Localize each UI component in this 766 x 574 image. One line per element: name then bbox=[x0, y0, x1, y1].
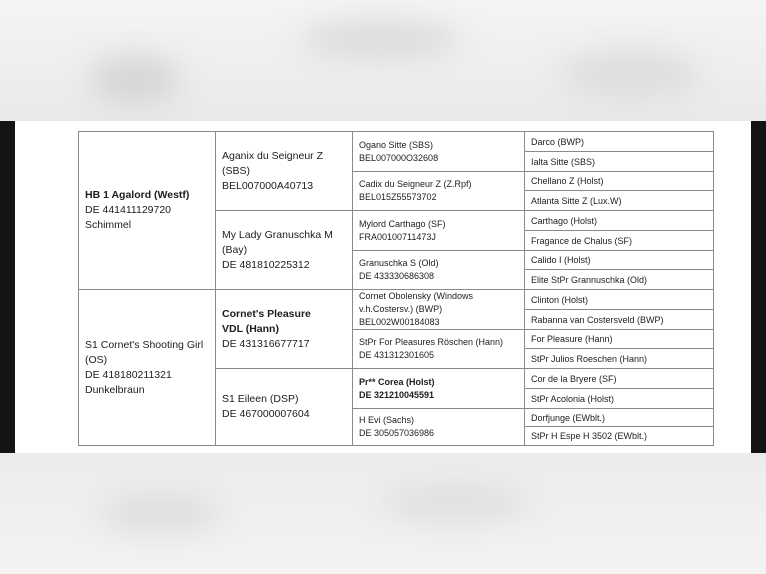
gen2-id: DE 481810225312 bbox=[222, 258, 310, 271]
gen4-name: Rabanna van Costersveld (BWP) bbox=[531, 314, 664, 325]
gen4-cell bbox=[524, 230, 714, 251]
dark-border-right bbox=[751, 121, 766, 453]
gen2-name-cont: (Bay) bbox=[222, 243, 248, 256]
gen4-cell bbox=[524, 309, 714, 330]
gen3-name: Cornet Obolensky (Windows bbox=[359, 291, 474, 301]
gen4-name: Darco (BWP) bbox=[531, 136, 585, 147]
gen4-cell bbox=[524, 348, 714, 369]
gen3-cell bbox=[352, 171, 525, 211]
gen4-name: Dorfjunge (EWblt.) bbox=[531, 412, 606, 423]
blurred-background-top bbox=[0, 0, 766, 121]
gen4-name: Ialta Sitte (SBS) bbox=[531, 156, 596, 167]
gen4-cell bbox=[524, 408, 714, 427]
gen3-name: Mylord Carthago (SF) bbox=[359, 218, 446, 229]
blurred-background-bottom bbox=[0, 453, 766, 574]
gen3-name: StPr For Pleasures Röschen (Hann) bbox=[359, 337, 504, 347]
gen4-cell bbox=[524, 210, 714, 231]
gen4-cell bbox=[524, 426, 714, 446]
gen4-name: StPr H Espe H 3502 (EWblt.) bbox=[531, 431, 648, 441]
sire-color: Schimmel bbox=[85, 219, 132, 231]
gen4-cell bbox=[524, 368, 714, 389]
gen2-cell bbox=[215, 368, 353, 446]
gen4-cell bbox=[524, 151, 714, 172]
gen2-id: DE 431316677717 bbox=[222, 337, 310, 350]
gen3-cell bbox=[352, 329, 525, 369]
gen4-name: Carthago (Holst) bbox=[531, 215, 598, 226]
gen2-id: BEL007000A40713 bbox=[222, 179, 314, 192]
dam-color: Dunkelbraun bbox=[85, 383, 145, 396]
gen3-id: DE 321210045591 bbox=[359, 389, 435, 400]
gen3-cell bbox=[352, 289, 525, 330]
gen3-cell bbox=[352, 250, 525, 290]
gen4-name: StPr Julios Roeschen (Hann) bbox=[531, 353, 648, 364]
gen4-name: Atlanta Sitte Z (Lux.W) bbox=[531, 195, 622, 206]
gen3-name: Granuschka S (Old) bbox=[359, 258, 439, 268]
gen2-name: S1 Eileen (DSP) bbox=[222, 393, 299, 405]
gen4-cell bbox=[524, 190, 714, 211]
gen3-id: BEL015Z55573702 bbox=[359, 192, 437, 202]
sire-name: HB 1 Agalord (Westf) bbox=[85, 189, 190, 201]
gen2-name-cont: VDL (Hann) bbox=[222, 322, 279, 335]
gen2-name-cont: (SBS) bbox=[222, 164, 251, 177]
gen2-name: Aganix du Seigneur Z bbox=[222, 149, 323, 162]
dam-name-cont: (OS) bbox=[85, 353, 108, 366]
gen4-name: Elite StPr Grannuschka (Old) bbox=[531, 274, 648, 285]
gen4-name: Chellano Z (Holst) bbox=[531, 176, 604, 186]
gen4-name: Clinton (Holst) bbox=[531, 294, 589, 305]
gen3-id: BEL007000O32608 bbox=[359, 152, 439, 163]
gen4-cell bbox=[524, 250, 714, 270]
gen2-id: DE 467000007604 bbox=[222, 408, 310, 420]
gen4-cell bbox=[524, 388, 714, 409]
gen2-name: Cornet's Pleasure bbox=[222, 307, 311, 320]
gen4-name: Calido I (Holst) bbox=[531, 255, 591, 265]
dam-cell bbox=[78, 289, 216, 446]
gen4-name: For Pleasure (Hann) bbox=[531, 334, 613, 344]
dam-id: DE 418180211321 bbox=[85, 368, 172, 381]
gen3-cell bbox=[352, 210, 525, 251]
gen3-cell bbox=[352, 408, 525, 446]
sire-cell bbox=[78, 131, 216, 290]
gen3-id: DE 305057036986 bbox=[359, 428, 435, 438]
gen3-id: BEL002W00184083 bbox=[359, 317, 440, 327]
gen4-cell bbox=[524, 289, 714, 310]
gen4-name: StPr Acolonia (Holst) bbox=[531, 393, 615, 404]
gen2-name: My Lady Granuschka M bbox=[222, 228, 333, 241]
gen4-cell bbox=[524, 269, 714, 290]
gen4-cell bbox=[524, 131, 714, 152]
gen3-id: DE 433330686308 bbox=[359, 271, 435, 281]
gen3-cell bbox=[352, 368, 525, 409]
dam-name: S1 Cornet's Shooting Girl bbox=[85, 338, 204, 351]
sire-id: DE 441411129720 bbox=[85, 204, 172, 216]
gen3-name: H Evi (Sachs) bbox=[359, 415, 415, 425]
gen4-name: Fragance de Chalus (SF) bbox=[531, 235, 633, 246]
gen3-name: Ogano Sitte (SBS) bbox=[359, 139, 434, 150]
gen4-cell bbox=[524, 329, 714, 349]
gen2-cell bbox=[215, 131, 353, 211]
gen2-cell bbox=[215, 210, 353, 290]
gen4-name: Cor de la Bryere (SF) bbox=[531, 373, 617, 384]
gen3-cell bbox=[352, 131, 525, 172]
gen3-id: FRA00100711473J bbox=[359, 231, 436, 242]
gen3-name: Cadix du Seigneur Z (Z.Rpf) bbox=[359, 179, 472, 189]
gen3-name: Pr** Corea (Holst) bbox=[359, 376, 435, 387]
gen2-cell bbox=[215, 289, 353, 369]
gen3-name-cont: v.h.Costersv.) (BWP) bbox=[359, 304, 443, 314]
dark-border-left bbox=[0, 121, 15, 453]
gen4-cell bbox=[524, 171, 714, 191]
gen3-id: DE 431312301605 bbox=[359, 350, 435, 360]
